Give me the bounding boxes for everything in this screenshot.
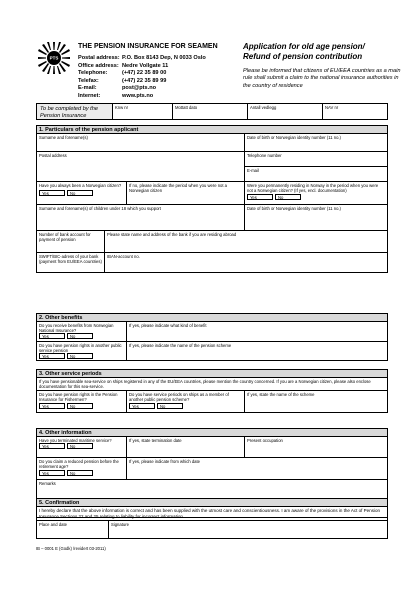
- question-label: Do you have pension rights in the Pension Insurance for Fishermen?: [39, 392, 118, 402]
- residence-question: [245, 182, 387, 204]
- office-use-label: To be completed by the Pension Insurance: [36, 103, 113, 120]
- field-label: Surname and forename(s) of children under 18 which you support: [39, 206, 161, 211]
- section-other-benefits: [36, 313, 388, 361]
- yes-checkbox[interactable]: Yes: [39, 353, 65, 359]
- office-field-received-date[interactable]: [173, 103, 248, 120]
- termination-date-field[interactable]: [127, 437, 245, 457]
- no-checkbox[interactable]: No: [67, 403, 93, 409]
- field-label: If yes, please indicate from which date: [129, 459, 200, 464]
- section-confirmation: [36, 498, 388, 539]
- document-title-line-1: Application for old age pension/: [243, 42, 365, 51]
- non-citizen-period-field[interactable]: [127, 182, 245, 204]
- benefit-kind-field[interactable]: [127, 322, 387, 341]
- field-label: If yes, please indicate the name of the pension scheme: [129, 343, 232, 348]
- info-label: Telefax:: [78, 77, 99, 84]
- place-date-field[interactable]: [37, 521, 109, 538]
- email-field[interactable]: [245, 167, 387, 174]
- pts-logo: [36, 40, 72, 76]
- info-value: (+47) 22 35 89 99: [122, 77, 167, 84]
- office-field-attachments[interactable]: [248, 103, 323, 120]
- svg-text:PTS: PTS: [49, 55, 59, 61]
- field-label: E-mail: [247, 168, 259, 173]
- document-title-line-2: Refund of pension contribution: [243, 52, 363, 61]
- yes-checkbox[interactable]: Yes: [39, 470, 65, 476]
- no-checkbox[interactable]: No: [275, 194, 301, 200]
- yes-checkbox[interactable]: Yes: [39, 190, 65, 196]
- info-label: Internet:: [78, 92, 101, 99]
- fishermen-question: [37, 391, 127, 412]
- section-service-periods: [36, 369, 388, 413]
- scheme-name-field[interactable]: [245, 391, 387, 412]
- field-label: Date of birth or Norwegian identity number (11 no.): [247, 135, 341, 140]
- info-value: (+47) 22 35 89 00: [122, 70, 167, 77]
- dob-field[interactable]: [245, 134, 387, 151]
- reduced-pension-date-field[interactable]: [127, 458, 387, 479]
- section-title: 3. Other service periods: [37, 370, 387, 378]
- office-field-label: Antall vedlegg: [250, 105, 277, 110]
- info-label: Postal address:: [78, 55, 120, 61]
- field-label: If yes, state the name of the scheme: [247, 392, 315, 397]
- terminated-service-question: [37, 437, 127, 457]
- question-label: Do you receive benefits from Norwegian National Insurance?: [39, 323, 114, 333]
- info-value: P.O. Box 8143 Dep, N 0033 Oslo: [122, 55, 206, 61]
- question-label: Have you always been a Norwegian citizen?: [39, 183, 122, 188]
- other-scheme-question: [127, 391, 245, 412]
- office-field-nav[interactable]: [323, 103, 388, 120]
- field-label: Postal address: [39, 153, 67, 158]
- no-checkbox[interactable]: No: [67, 190, 93, 196]
- no-checkbox[interactable]: No: [157, 403, 183, 409]
- question-label: Do you have service periods on ships as a member of another public pension scheme?: [129, 392, 229, 402]
- contact-column: [245, 152, 387, 181]
- field-label: Surname and forename(s): [39, 135, 88, 140]
- field-label: If yes, please indicate what kind of benefit: [129, 323, 207, 328]
- field-label: Please state name and address of the bank if you are residing abroad: [107, 232, 237, 237]
- no-checkbox[interactable]: No: [67, 470, 93, 476]
- field-label: Telephone number: [247, 153, 282, 158]
- office-field-label: Knw nr: [115, 105, 129, 110]
- contact-info: [78, 55, 206, 101]
- form-code: IB – 0001 E (Godk) /revidert 03-2011): [36, 546, 106, 551]
- national-insurance-question: [37, 322, 127, 341]
- surname-field[interactable]: [37, 134, 245, 151]
- field-label: Present occupation: [247, 438, 283, 443]
- info-label: E-mail:: [78, 85, 97, 92]
- iban-field[interactable]: [105, 253, 387, 272]
- reduced-pension-question: [37, 458, 127, 479]
- section-applicant: [36, 125, 388, 273]
- office-use-row: [36, 103, 388, 120]
- public-pension-question: [37, 342, 127, 360]
- children-field[interactable]: [37, 205, 245, 230]
- no-checkbox[interactable]: No: [67, 353, 93, 359]
- field-label: IBAN-account no.: [107, 254, 140, 259]
- question-label: Have you terminated maritime service?: [39, 438, 112, 443]
- info-label: Telephone:: [78, 70, 108, 77]
- info-value: www.pts.no: [122, 92, 154, 99]
- yes-checkbox[interactable]: Yes: [39, 443, 65, 449]
- field-label: SWIFT/BIC-adress of your bank (payment from EU/EEA countries): [39, 254, 102, 264]
- question-label: Were you permanently residing in Norway in the period when you were not a Norwegian citizen? (If yes, encl. documentation): [247, 183, 379, 193]
- yes-checkbox[interactable]: Yes: [247, 194, 273, 200]
- office-field-kwn[interactable]: [113, 103, 173, 120]
- service-note: If you have pensionable sea-service on ships registered in any of the EU/EEA countries, please mention the country concerned. If you are a Norwegian citizen, please also enclose documentation for this sea-service.: [39, 379, 371, 389]
- field-label: If yes, state termination date: [129, 438, 182, 443]
- section-title: 2. Other benefits: [37, 314, 387, 322]
- question-label: Do you claim a reduced pension before the retirement age?: [39, 459, 119, 469]
- confirmation-text: I hereby declare that the above information is correct and has been supplied with the utmost care and conscientiousness. I am aware of the provisions in the Act of Pension Insurance Sections 22 and 25 relating to liability for incorrect information.: [39, 508, 380, 519]
- field-label: Signature: [111, 522, 129, 528]
- field-label: If no, please indicate the period when you were not a Norwegian citizen: [129, 183, 228, 193]
- info-value: post@pts.no: [122, 85, 157, 92]
- occupation-field[interactable]: [245, 437, 387, 457]
- yes-checkbox[interactable]: Yes: [39, 333, 65, 339]
- postal-address-field[interactable]: [37, 152, 245, 181]
- office-field-label: NAV nr: [325, 105, 339, 110]
- child-dob-field[interactable]: [245, 205, 387, 230]
- field-label: Date of birth or Norwegian identity number (11 no.): [247, 206, 341, 211]
- field-label: Place and date: [39, 522, 67, 528]
- section-title: 4. Other information: [37, 429, 387, 437]
- field-label: Number of bank account for payment of pension: [39, 232, 91, 242]
- intro-text: Please be informed that citizens of EU/EEA countries as a main rule shall submit a claim to the national insurance authorities in the country of residence: [243, 68, 401, 89]
- question-label: Do you have pension rights in another public service pension: [39, 343, 122, 353]
- citizen-question: [37, 182, 127, 204]
- office-field-label: Mottatt dato: [175, 105, 198, 110]
- section-title: 5. Confirmation: [37, 499, 387, 507]
- yes-checkbox[interactable]: Yes: [129, 403, 155, 409]
- telephone-field[interactable]: [245, 152, 387, 167]
- signature-field[interactable]: [109, 521, 387, 538]
- section-title: 1. Particulars of the pension applicant: [37, 126, 387, 134]
- no-checkbox[interactable]: No: [67, 333, 93, 339]
- info-value: Nedre Vollgate 11: [122, 62, 169, 69]
- bank-name-field[interactable]: [105, 231, 387, 252]
- no-checkbox[interactable]: No: [67, 443, 93, 449]
- organization-title: THE PENSION INSURANCE FOR SEAMEN: [78, 43, 218, 50]
- info-label: Office address:: [78, 62, 119, 69]
- field-label: Remarks: [39, 481, 56, 486]
- pension-scheme-field[interactable]: [127, 342, 387, 360]
- swift-field[interactable]: [37, 253, 105, 272]
- document-title: [243, 42, 393, 62]
- bank-account-field[interactable]: [37, 231, 105, 252]
- yes-checkbox[interactable]: Yes: [39, 403, 65, 409]
